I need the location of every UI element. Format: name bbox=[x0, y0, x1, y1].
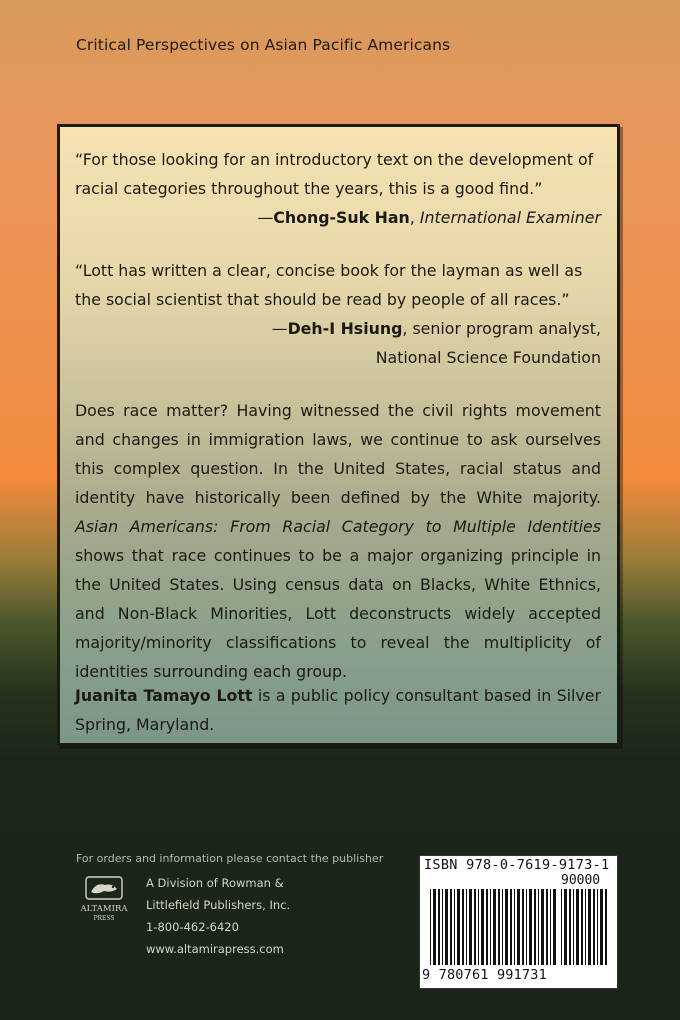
barcode-bar bbox=[510, 889, 512, 965]
barcode-bar bbox=[605, 889, 607, 965]
price-code: 90000 bbox=[561, 873, 601, 888]
barcode-bar bbox=[486, 889, 488, 965]
contact-note: For orders and information please contact the publisher bbox=[76, 852, 384, 865]
quote-text: “Lott has written a clear, concise book for the layman as well as the social scientist that should be read by people of all races.” bbox=[75, 261, 583, 309]
barcode-bar bbox=[541, 889, 544, 965]
quote-author: Deh-I Hsiung bbox=[287, 319, 403, 338]
barcode-bar bbox=[600, 889, 603, 965]
barcode-bar bbox=[585, 889, 586, 965]
barcode-bar bbox=[529, 889, 532, 965]
isbn-label: ISBN 978-0-7619-9173-1 bbox=[424, 857, 610, 873]
barcode-bar bbox=[593, 889, 595, 965]
barcode-bar bbox=[469, 889, 472, 965]
quote-source: International Examiner bbox=[419, 208, 601, 227]
barcode-bar bbox=[462, 889, 464, 965]
barcode-bar bbox=[481, 889, 484, 965]
barcode-bar bbox=[581, 889, 583, 965]
barcode-bar bbox=[576, 889, 579, 965]
barcode-bar bbox=[550, 889, 551, 965]
barcode-bar bbox=[597, 889, 598, 965]
price-addon-barcode bbox=[561, 889, 611, 967]
logo-text: ALTAMIRA bbox=[80, 904, 128, 914]
barcode-bar bbox=[502, 889, 503, 965]
series-title: Critical Perspectives on Asian Pacific Americans bbox=[76, 36, 451, 54]
publisher-line-2: Littlefield Publishers, Inc. bbox=[146, 898, 291, 912]
barcode-bar bbox=[546, 889, 548, 965]
book-description: Does race matter? Having witnessed the civil rights movement and changes in immigration laws, we continue to ask ourselves this complex question. In the United States, racial status and identity have historically been defined by the White majority. Asian Americans: From Racial Category to Multiple Identities shows that race continues to be a major organizing principle in the United States. Using census data on Blacks, White Ethnics, and Non-Black Minorities, Lott deconstructs widely accepted majority/minority classifications to reveal the multiplicity of identities surrounding each group. bbox=[75, 401, 601, 681]
barcode-bar bbox=[433, 889, 436, 965]
barcode-bar bbox=[445, 889, 448, 965]
barcode-bar bbox=[553, 889, 556, 965]
quote-role: , senior program analyst, bbox=[402, 319, 601, 338]
barcode-bar bbox=[526, 889, 527, 965]
barcode-bar bbox=[430, 889, 431, 965]
author-name: Juanita Tamayo Lott bbox=[75, 686, 253, 705]
publisher-phone: 1-800-462-6420 bbox=[146, 920, 239, 934]
barcode-bar bbox=[442, 889, 443, 965]
barcode-bar bbox=[438, 889, 440, 965]
barcode-bar bbox=[454, 889, 455, 965]
barcode-bar bbox=[569, 889, 571, 965]
quote-text: “For those looking for an introductory text on the development of racial categories throughout the years, this is a good find.” bbox=[75, 150, 594, 198]
author-bio: Juanita Tamayo Lott is a public policy consultant based in Silver Spring, Maryland. bbox=[75, 686, 601, 734]
barcode-bar bbox=[478, 889, 479, 965]
barcode-bar bbox=[534, 889, 536, 965]
barcode-bar bbox=[450, 889, 452, 965]
quote-attribution: —Deh-I Hsiung, senior program analyst, bbox=[271, 319, 601, 338]
publisher-website: www.altamirapress.com bbox=[146, 942, 284, 956]
barcode-bar bbox=[564, 889, 567, 965]
review-quote-2 bbox=[75, 256, 601, 372]
ean-digits: 9 780761 991731 bbox=[422, 967, 547, 983]
barcode-bar bbox=[474, 889, 476, 965]
review-quote-1 bbox=[75, 145, 601, 232]
book-title: Asian Americans: From Racial Category to Multiple Identities bbox=[75, 517, 601, 536]
barcode-bar bbox=[588, 889, 591, 965]
logo-subtext: PRESS bbox=[93, 915, 115, 922]
barcode-bar bbox=[457, 889, 460, 965]
quote-org: National Science Foundation bbox=[375, 348, 601, 367]
publisher-line-1: A Division of Rowman & bbox=[146, 876, 284, 890]
barcode-bar bbox=[561, 889, 562, 965]
barcode-bar bbox=[490, 889, 491, 965]
barcode-bar bbox=[522, 889, 524, 965]
barcode-bar bbox=[517, 889, 520, 965]
barcode-bar bbox=[505, 889, 508, 965]
barcode-bar bbox=[573, 889, 574, 965]
barcode-bar bbox=[498, 889, 500, 965]
publisher-info bbox=[146, 872, 290, 960]
barcode-bar bbox=[514, 889, 515, 965]
quote-attribution: —Chong-Suk Han, International Examiner bbox=[257, 208, 601, 227]
barcode-bar bbox=[493, 889, 496, 965]
altamira-logo-icon bbox=[76, 873, 132, 925]
barcode-bar bbox=[466, 889, 467, 965]
ean-barcode bbox=[430, 889, 556, 967]
quote-author: Chong-Suk Han bbox=[273, 208, 410, 227]
barcode-bar bbox=[538, 889, 539, 965]
